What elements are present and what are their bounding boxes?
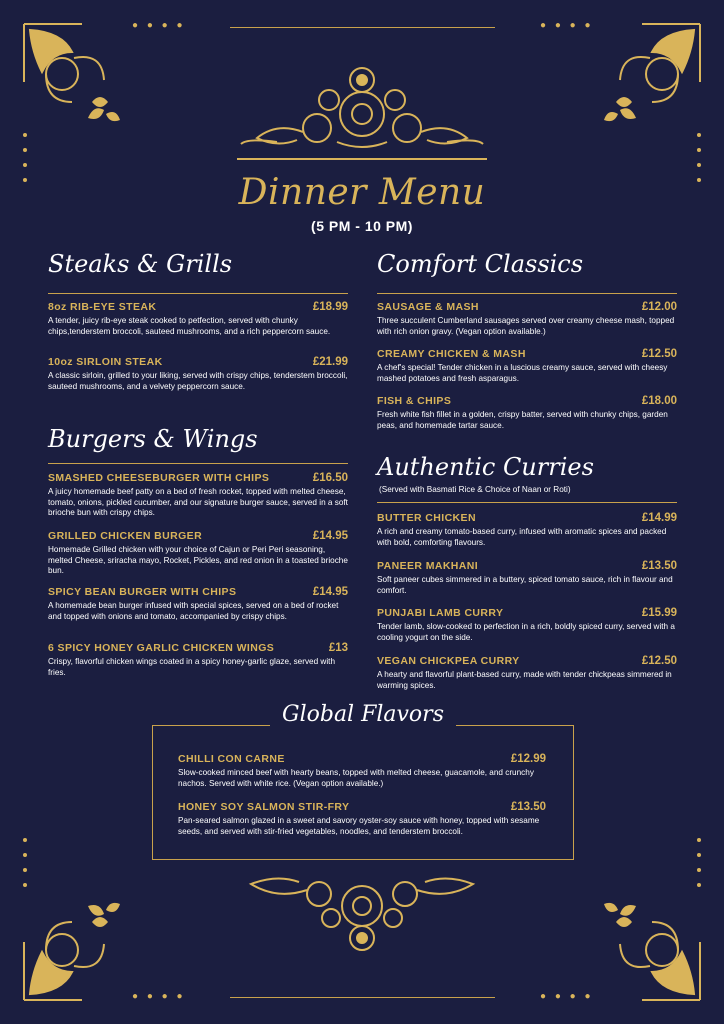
- item-name: HONEY SOY SALMON STIR-FRY: [178, 801, 350, 813]
- menu-item: [377, 655, 677, 691]
- item-price: £18.00: [641, 395, 677, 407]
- item-description: A tender, juicy rib-eye steak cooked to petfection, served with chunky chips,tenderstem broccoli, sauteed mushrooms, and a rich peppercorn sauce.: [48, 316, 331, 336]
- item-name: 10oz SIRLOIN STEAK: [48, 356, 163, 368]
- burgers-heading: Burgers & Wings: [48, 425, 258, 453]
- comfort-heading: Comfort Classics: [377, 250, 584, 278]
- corner-ornament-top-right-icon: [592, 22, 702, 132]
- item-name: CHILLI CON CARNE: [178, 753, 285, 765]
- item-price: £15.99: [641, 607, 677, 619]
- item-price: £13.50: [641, 560, 677, 572]
- item-description: Fresh white fish fillet in a golden, crispy batter, served with chunky chips, garden peas, and homemade tartar sauce.: [377, 410, 668, 430]
- curries-heading: Authentic Curries: [377, 453, 594, 481]
- item-description: A rich and creamy tomato-based curry, infused with aromatic spices and packed with bold, comforting flavours.: [377, 527, 667, 547]
- menu-item: [48, 356, 348, 392]
- steaks-heading: Steaks & Grills: [48, 250, 233, 278]
- bottom-flourish-icon: [237, 868, 487, 958]
- item-name: BUTTER CHICKEN: [377, 512, 476, 524]
- top-left-dots: ● ● ● ●: [132, 20, 186, 31]
- item-description: A hearty and flavorful plant-based curry, made with tender chickpeas simmered in warming spices.: [377, 670, 672, 690]
- menu-item: [377, 560, 677, 596]
- item-price: £13.50: [510, 801, 546, 813]
- menu-item: [377, 607, 677, 643]
- menu-item: [377, 395, 677, 431]
- item-description: Tender lamb, slow-cooked to perfection in a rich, boldly spiced curry, served with a cooling yogurt on the side.: [377, 622, 675, 642]
- item-price: £12.00: [641, 301, 677, 313]
- menu-item: [178, 753, 546, 789]
- item-description: A juicy homemade beef patty on a bed of fresh rocket, topped with melted cheese, tomato, onions, pickled cucumber, and our signature burger sauce, served in a soft brioche bun with crispy chips.: [48, 487, 348, 517]
- steaks-rule: [48, 293, 348, 294]
- service-hours: (5 PM - 10 PM): [311, 218, 413, 234]
- item-description: Crispy, flavorful chicken wings coated in a spicy honey-garlic glaze, served with fries.: [48, 657, 335, 677]
- bottom-right-dots: ● ● ● ●: [540, 991, 594, 1002]
- menu-item: [377, 348, 677, 384]
- item-description: Pan-seared salmon glazed in a sweet and savory oyster-soy sauce with honey, topped with sesame seeds, and served with stir-fried vegetables, noodles, and tenderstem broccoli.: [178, 816, 540, 836]
- top-right-dots: ● ● ● ●: [540, 20, 594, 31]
- left-side-dots-bottom: [22, 835, 28, 900]
- burgers-rule: [48, 463, 348, 464]
- top-flourish-icon: [237, 52, 487, 164]
- item-name: SAUSAGE & MASH: [377, 301, 479, 313]
- bottom-left-dots: ● ● ● ●: [132, 991, 186, 1002]
- menu-item: [48, 586, 348, 622]
- page-title: Dinner Menu: [238, 172, 486, 213]
- item-description: A homemade bean burger infused with special spices, served on a bed of rocket and topped with onions and tomato, accompanied by crispy chips.: [48, 601, 339, 621]
- item-name: 6 SPICY HONEY GARLIC CHICKEN WINGS: [48, 642, 275, 654]
- item-name: FISH & CHIPS: [377, 395, 452, 407]
- curries-note: (Served with Basmati Rice & Choice of Naan or Roti): [379, 485, 571, 494]
- item-name: CREAMY CHICKEN & MASH: [377, 348, 526, 360]
- menu-item: [377, 512, 677, 548]
- item-name: VEGAN CHICKPEA CURRY: [377, 655, 520, 667]
- item-description: A chef's special! Tender chicken in a luscious creamy sauce, served with cheesy mashed potatoes and fresh asparagus.: [377, 363, 668, 383]
- item-name: SPICY BEAN BURGER WITH CHIPS: [48, 586, 237, 598]
- comfort-rule: [377, 293, 677, 294]
- global-flavors-box: [152, 725, 574, 860]
- item-name: GRILLED CHICKEN BURGER: [48, 530, 203, 542]
- item-description: Slow-cooked minced beef with hearty beans, topped with melted cheese, guacamole, and crunchy nachos. Served with white rice. (Vegan option available.): [178, 768, 534, 788]
- item-price: £14.99: [641, 512, 677, 524]
- item-price: £12.99: [510, 753, 546, 765]
- menu-item: [48, 472, 348, 519]
- item-description: Homemade Grilled chicken with your choice of Cajun or Peri Peri seasoning, melted Cheese, sriracha mayo, Rocket, Pickles, and red onion in a toasted brioche bun.: [48, 545, 348, 575]
- item-price: £12.50: [641, 348, 677, 360]
- menu-item: [48, 530, 348, 577]
- item-price: £12.50: [641, 655, 677, 667]
- item-name: SMASHED CHEESEBURGER WITH CHIPS: [48, 472, 270, 484]
- item-price: £13: [328, 642, 348, 654]
- corner-ornament-bottom-left-icon: [22, 892, 132, 1002]
- global-heading: Global Flavors: [270, 702, 456, 727]
- right-side-dots-bottom: [696, 835, 702, 900]
- item-price: £18.99: [312, 301, 348, 313]
- top-center-line: [230, 27, 495, 28]
- menu-item: [48, 301, 348, 337]
- item-description: Soft paneer cubes simmered in a buttery, spiced tomato sauce, rich in flavour and comfort.: [377, 575, 673, 595]
- item-name: PANEER MAKHANI: [377, 560, 479, 572]
- menu-item: [377, 301, 677, 337]
- item-price: £14.95: [312, 586, 348, 598]
- corner-ornament-top-left-icon: [22, 22, 132, 132]
- item-price: £14.95: [312, 530, 348, 542]
- menu-item: [178, 801, 546, 837]
- item-price: £21.99: [312, 356, 348, 368]
- curries-rule: [377, 502, 677, 503]
- item-description: A classic sirloin, grilled to your liking, served with crispy chips, tenderstem broccoli, sauteed mushrooms, and a velvety peppercorn sauce.: [48, 371, 348, 391]
- menu-item: [48, 642, 348, 678]
- item-description: Three succulent Cumberland sausages served over creamy cheese mash, topped with rich onion gravy. (Vegan option available.): [377, 316, 675, 336]
- bottom-center-line: [230, 997, 495, 998]
- item-name: 8oz RIB-EYE STEAK: [48, 301, 157, 313]
- corner-ornament-bottom-right-icon: [592, 892, 702, 1002]
- item-price: £16.50: [312, 472, 348, 484]
- item-name: PUNJABI LAMB CURRY: [377, 607, 504, 619]
